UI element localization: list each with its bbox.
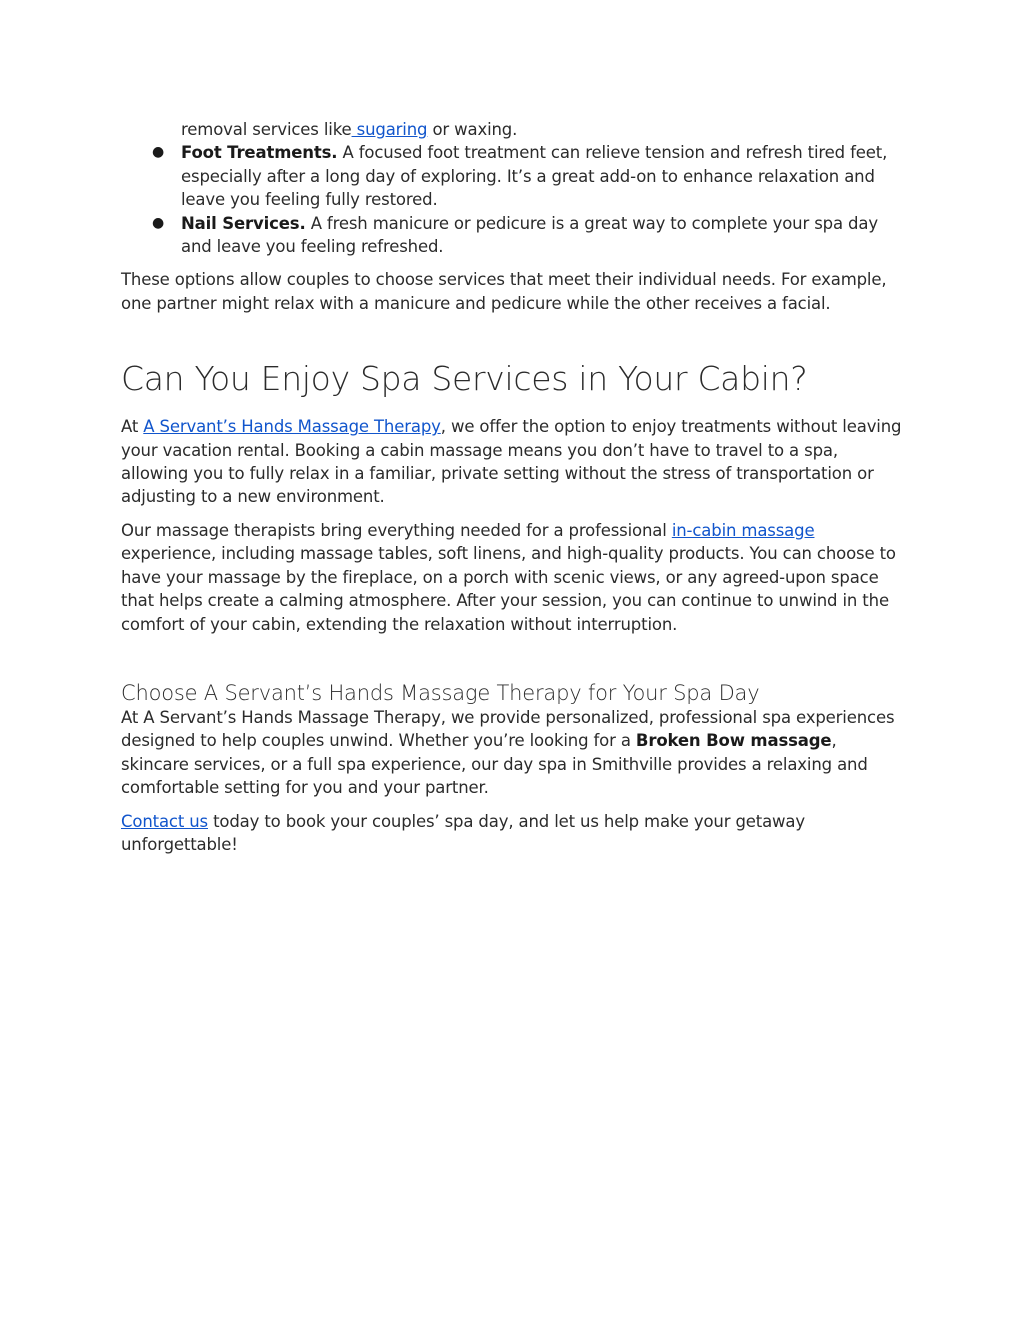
in-cabin-massage-link[interactable]: in-cabin massage (671, 520, 815, 540)
broken-bow-bold: Broken Bow massage (635, 731, 832, 751)
list-item-foot-treatments (121, 141, 906, 211)
text-span: Our massage therapists bring everything needed for a professional (121, 520, 672, 540)
document-page (121, 118, 906, 856)
servants-hands-link[interactable]: A Servant’s Hands Massage Therapy (143, 417, 441, 437)
choose-paragraph-2 (121, 810, 906, 857)
contact-us-link[interactable]: Contact us (121, 811, 208, 831)
list-item-continuation (121, 118, 906, 141)
list-item-title: Nail Services. (181, 213, 306, 233)
list-item-text: A focused foot treatment can relieve tension and refresh tired feet, especially after a long day of exploring. It’s a great add-on to enhance relaxation and leave you feeling fully restored. (181, 143, 888, 210)
services-list (121, 118, 906, 258)
text-span: , skincare services, or a full spa experience, our day spa in Smithville provides a relaxing and comfortable setting for you and your partner. (121, 731, 868, 798)
text-span: At (121, 417, 144, 437)
options-paragraph: These options allow couples to choose services that meet their individual needs. For example, one partner might relax with a manicure and pedicure while the other receives a facial. (121, 270, 887, 313)
list-item-title: Foot Treatments. (181, 143, 338, 163)
cabin-paragraph-2 (121, 519, 906, 636)
text-span: experience, including massage tables, soft linens, and high-quality products. You can choose to have your massage by the fireplace, on a porch with scenic views, or any agreed-upon space that helps create a calming atmosphere. After your session, you can continue to unwind in the comfort of your cabin, extending the relaxation without interruption. (121, 544, 896, 634)
sugaring-link[interactable]: sugaring (351, 120, 428, 139)
continuation-text-end: or waxing. (427, 120, 518, 139)
bullet-icon: ● (152, 144, 165, 161)
continuation-text: removal services like (181, 120, 352, 139)
list-item-text: A fresh manicure or pedicure is a great way to complete your spa day and leave you feeling refreshed. (181, 213, 878, 257)
section-heading-choose: Choose A Servant’s Hands Massage Therapy for Your Spa Day (121, 680, 760, 705)
text-span: , we offer the option to enjoy treatments without leaving your vacation rental. Booking a cabin massage means you don’t have to travel to a spa, allowing you to fully relax in a familiar, private setting without the stress of transportation or adjusting to a new environment. (121, 417, 902, 507)
list-item-nail-services (121, 212, 906, 259)
cabin-paragraph-1 (121, 415, 906, 509)
bullet-icon: ● (152, 214, 165, 231)
section-heading-cabin: Can You Enjoy Spa Services in Your Cabin? (121, 359, 808, 399)
choose-paragraph-1 (121, 706, 906, 800)
text-span: At A Servant’s Hands Massage Therapy, we provide personalized, professional spa experiences designed to help couples unwind. Whether you’re looking for a (121, 707, 895, 751)
text-span: today to book your couples’ spa day, and let us help make your getaway unforgettable! (121, 811, 805, 854)
